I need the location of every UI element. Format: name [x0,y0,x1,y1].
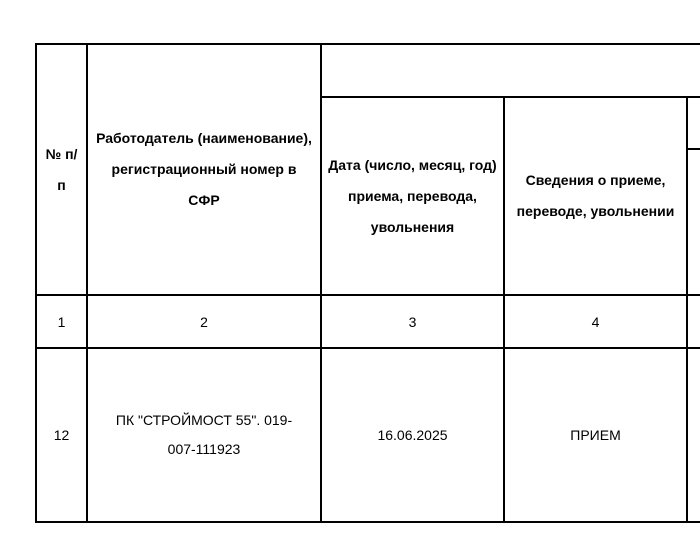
table-col-divider-4 [686,96,688,523]
header-number [37,45,86,294]
row-info-cell [505,349,686,521]
header-employer-label: Работодатель (наименование), регистрационный номер в СФР [96,130,312,208]
header-employer [88,45,320,294]
header-number-label: № п/п [45,145,78,193]
header-info [505,98,686,294]
row-employer: ПК "СТРОЙМОСТ 55". 019-007-111923 [115,412,293,457]
numbering-col2-label: 2 [200,313,208,330]
numbering-col1 [37,296,86,347]
header-date-label: Дата (число, месяц, год) приема, перевода, увольнения [328,156,497,235]
numbering-col4 [505,296,686,347]
row-date-cell [322,349,503,521]
header-info-label: Сведения о приеме, переводе, увольнении [516,172,675,219]
numbering-col2 [88,296,320,347]
header-date [322,98,503,294]
table-border-bottom [35,521,700,523]
row-date: 16.06.2025 [377,426,448,443]
table-subheader-line-right [686,148,700,150]
row-number: 12 [53,426,70,443]
numbering-col1-label: 1 [57,313,66,330]
numbering-col3-label: 3 [408,313,417,330]
row-employer-cell [88,349,320,521]
row-number-cell [37,349,86,521]
numbering-col4-label: 4 [591,313,600,330]
row-info: ПРИЕМ [570,426,621,443]
numbering-col3 [322,296,503,347]
